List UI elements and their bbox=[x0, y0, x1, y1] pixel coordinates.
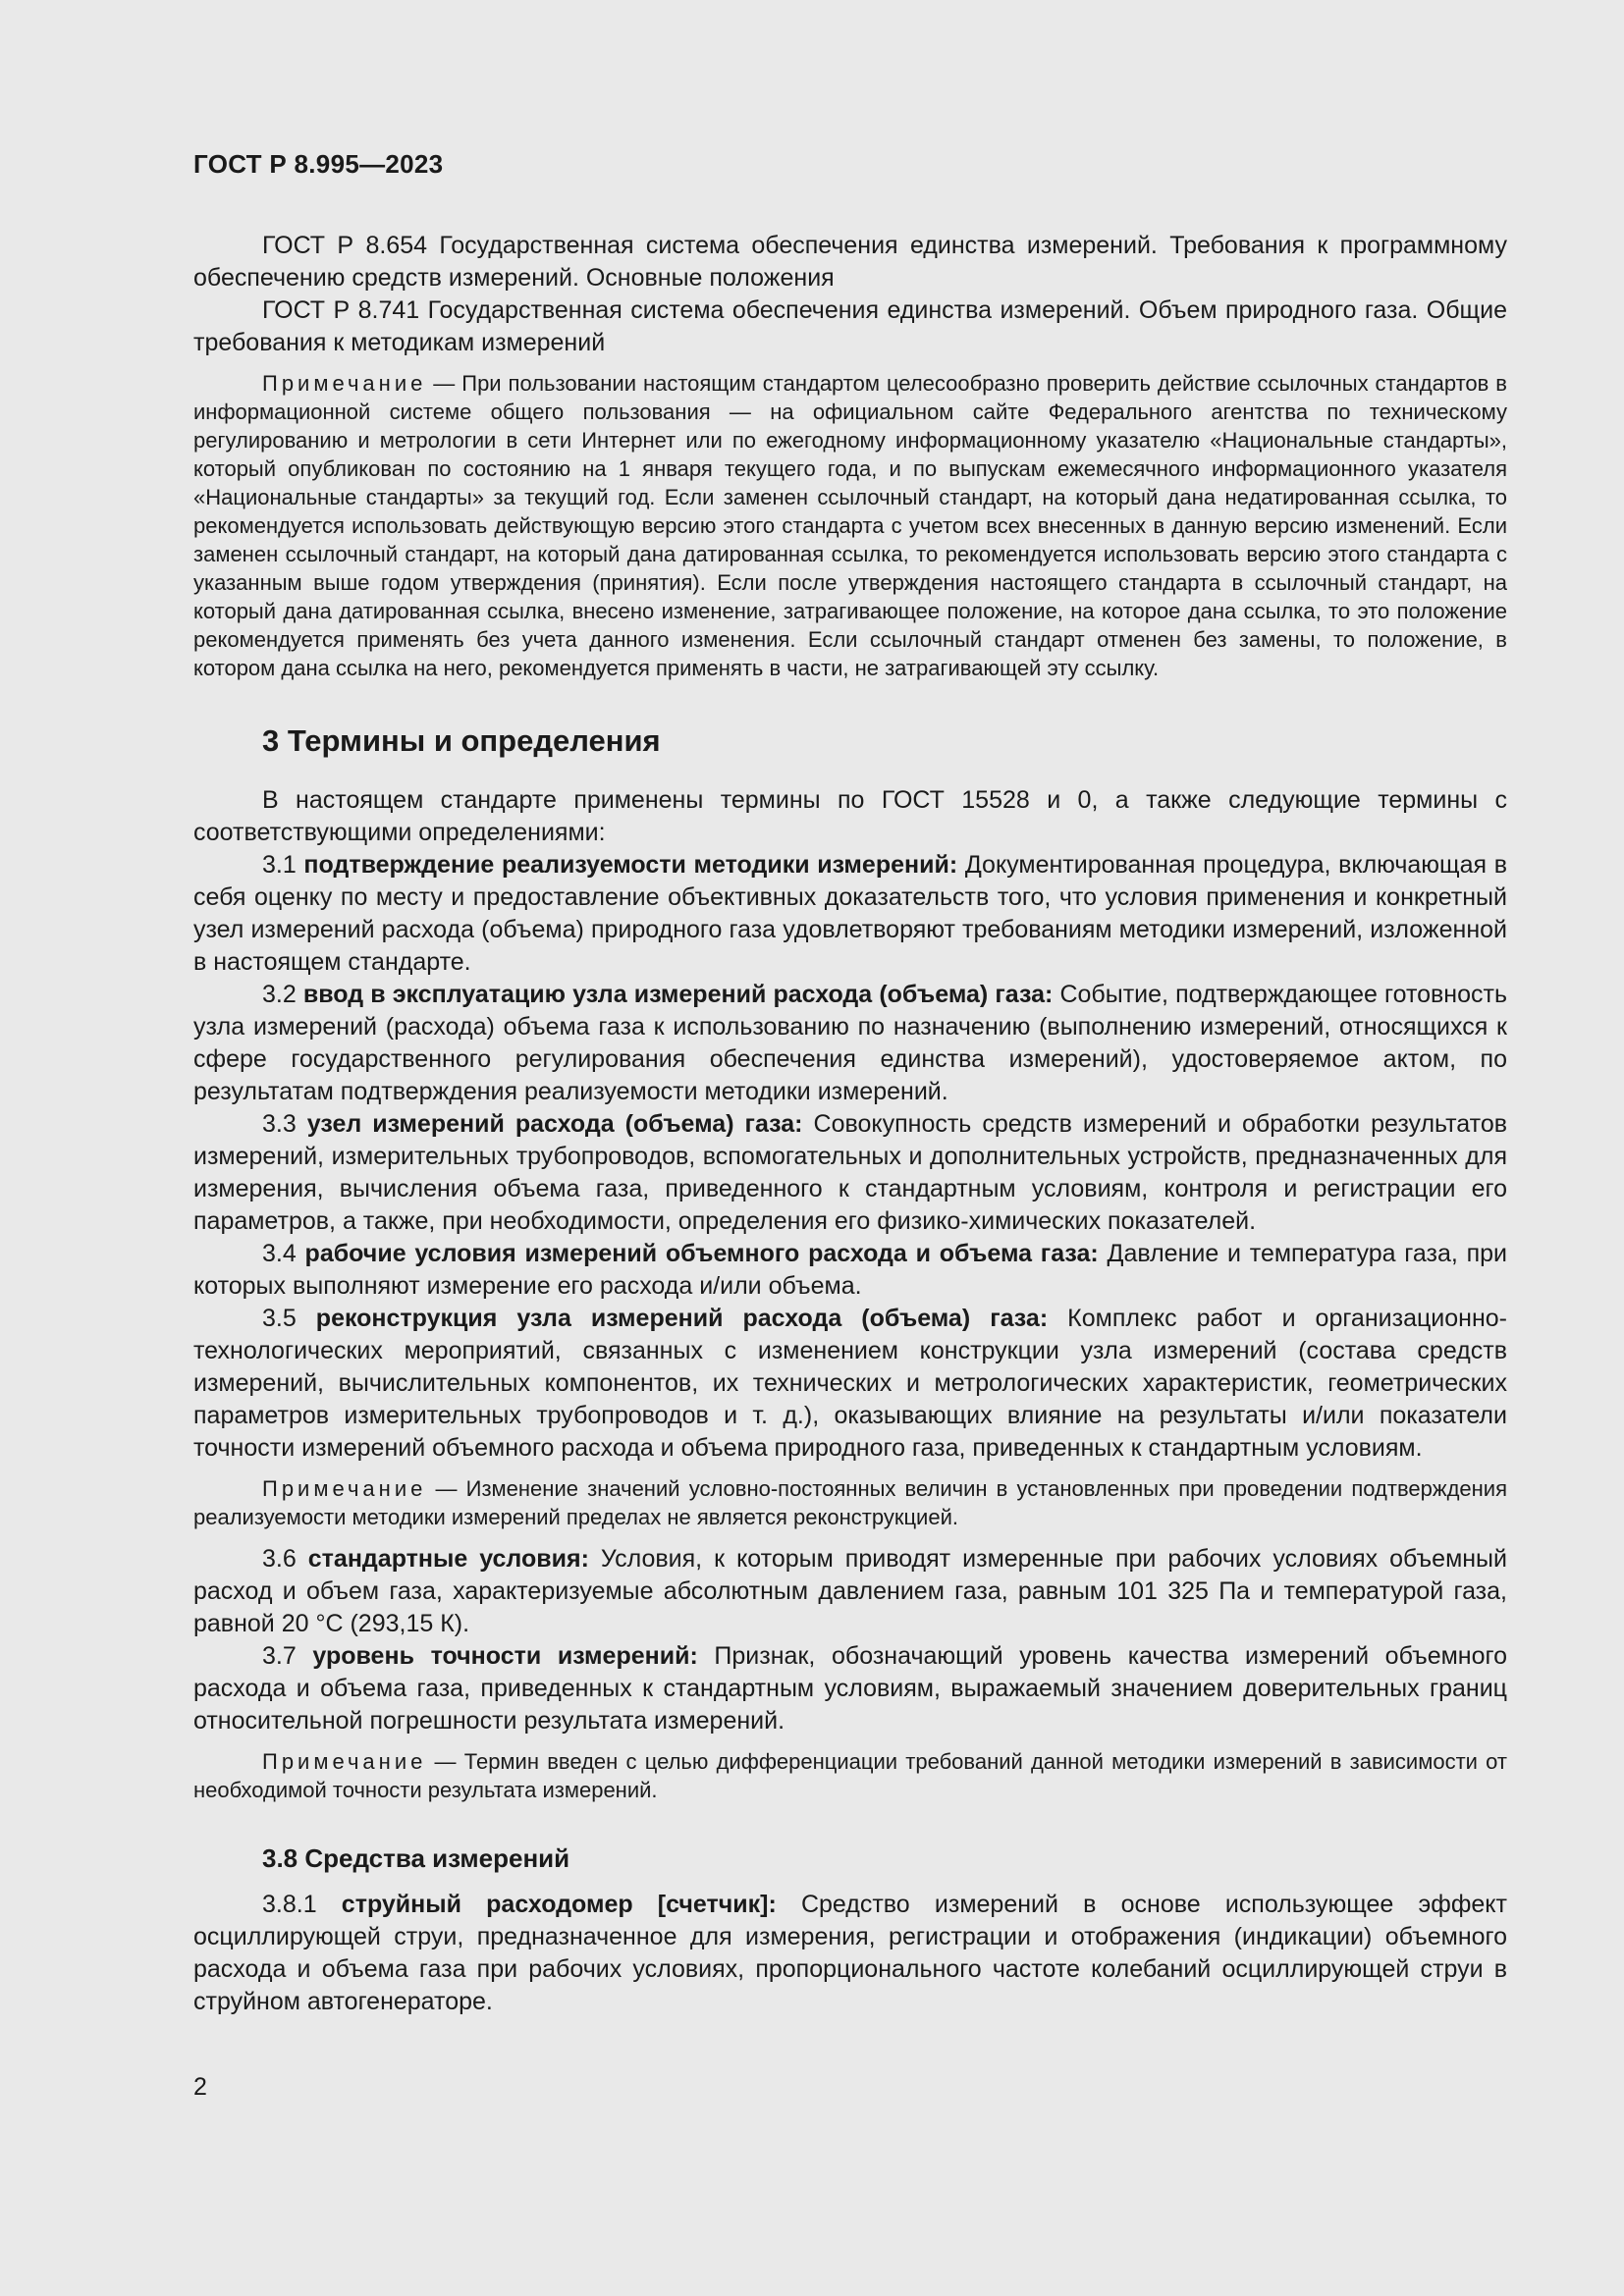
term-3-1 bbox=[193, 849, 1507, 979]
note-label: Примечание bbox=[262, 371, 427, 396]
term-name: рабочие условия измерений объемного расхода и объема газа: bbox=[304, 1240, 1099, 1267]
term-number: 3.6 bbox=[262, 1545, 308, 1573]
term-name: узел измерений расхода (объема) газа: bbox=[306, 1110, 803, 1138]
term-definition: Событие, подтверждающее готовность узла измерений (расхода) объема газа к использованию по назначению (выполнению измерений, относящихся к сфере государственного регулирования обеспечения единства измерений), удостоверяемое актом, по результатам подтверждения реализуемости методики измерений. bbox=[193, 981, 1507, 1105]
term-number: 3.5 bbox=[262, 1305, 316, 1332]
reference-gost-8-654: ГОСТ Р 8.654 Государственная система обеспечения единства измерений. Требования к программному обеспечению средств измерений. Основные положения bbox=[193, 232, 1507, 292]
term-name: струйный расходомер [счетчик]: bbox=[341, 1891, 777, 1918]
term-number: 3.8.1 bbox=[262, 1891, 342, 1918]
subsection-title: 3.8 Средства измерений bbox=[262, 1843, 570, 1873]
note-label: Примечание bbox=[262, 1749, 427, 1774]
term-definition: Комплекс работ и организационно-технологических мероприятий, связанных с изменением конструкции узла измерений (состава средств измерений, вычислительных компонентов, их технических и метрологических характеристик, геометрических параметров измерительных трубопроводов и т. д.), оказывающих влияние на результаты и/или показатели точности измерений объемного расхода и объема природного газа, приведенных к стандартным условиям. bbox=[193, 1305, 1508, 1462]
note-label: Примечание bbox=[262, 1476, 427, 1501]
term-3-4 bbox=[193, 1238, 1507, 1303]
section-intro: В настоящем стандарте применены термины по ГОСТ 15528 и 0, а также следующие термины с соответствующими определениями: bbox=[193, 786, 1507, 846]
term-definition: Условия, к которым приводят измеренные при рабочих условиях объемный расход и объем газа, характеризуемые абсолютным давлением газа, равным 101 325 Па и температурой газа, равной 20 °С (293,15 К). bbox=[193, 1545, 1507, 1637]
note-references bbox=[193, 369, 1507, 682]
term-3-3 bbox=[193, 1108, 1507, 1238]
term-definition: Документированная процедура, включающая в себя оценку по месту и предоставление объективных доказательств того, что условия применения и конкретный узел измерений расхода (объема) природного газа удовлетворяют требованиям методики измерений, изложенной в настоящем стандарте. bbox=[193, 851, 1507, 976]
term-number: 3.2 bbox=[262, 981, 303, 1008]
term-number: 3.7 bbox=[262, 1642, 313, 1670]
term-name: стандартные условия: bbox=[307, 1545, 589, 1573]
term-name: подтверждение реализуемости методики измерений: bbox=[303, 851, 958, 879]
term-3-6 bbox=[193, 1543, 1507, 1640]
term-number: 3.1 bbox=[262, 851, 304, 879]
term-number: 3.3 bbox=[262, 1110, 307, 1138]
note-reconstruction bbox=[193, 1474, 1507, 1531]
note-accuracy-level bbox=[193, 1747, 1507, 1804]
term-definition: Совокупность средств измерений и обработки результатов измерений, измерительных трубопроводов, вспомогательных и дополнительных устройств, предназначенных для измерения, вычисления объема газа, приведенного к стандартным условиям, контроля и регистрации его параметров, а также, при необходимости, определения его физико-химических показателей. bbox=[193, 1110, 1508, 1235]
page-content bbox=[193, 147, 1507, 2018]
note-text: — Изменение значений условно-постоянных величин в установленных при проведении подтверждения реализуемости методики измерений пределах не является реконструкцией. bbox=[193, 1476, 1507, 1529]
note-text: — Термин введен с целью дифференциации требований данной методики измерений в зависимости от необходимой точности результата измерений. bbox=[193, 1749, 1507, 1802]
document-header: ГОСТ Р 8.995—2023 bbox=[193, 149, 444, 179]
term-definition: Средство измерений в основе использующее эффект осциллирующей струи, предназначенное для измерения, регистрации и отображения (индикации) объемного расхода и объема газа при рабочих условиях, пропорционального частоте колебаний осциллирующей струи в струйном автогенераторе. bbox=[193, 1891, 1507, 2015]
term-definition: Признак, обозначающий уровень качества измерений объемного расхода и объема газа, приведенных к стандартным условиям, выражаемый значением доверительных границ относительной погрешности результата измерений. bbox=[193, 1642, 1507, 1735]
term-3-5 bbox=[193, 1303, 1507, 1465]
term-name: реконструкция узла измерений расхода (объема) газа: bbox=[315, 1305, 1049, 1332]
page-number: 2 bbox=[193, 2073, 207, 2101]
term-definition: Давление и температура газа, при которых выполняют измерение его расхода и/или объема. bbox=[193, 1240, 1507, 1300]
term-3-8-1 bbox=[193, 1889, 1507, 2018]
section-title: 3 Термины и определения bbox=[262, 723, 661, 758]
term-number: 3.4 bbox=[262, 1240, 305, 1267]
reference-gost-8-741: ГОСТ Р 8.741 Государственная система обеспечения единства измерений. Объем природного газа. Общие требования к методикам измерений bbox=[193, 296, 1507, 356]
term-name: уровень точности измерений: bbox=[312, 1642, 698, 1670]
term-name: ввод в эксплуатацию узла измерений расхода (объема) газа: bbox=[302, 981, 1054, 1008]
note-text: — При пользовании настоящим стандартом целесообразно проверить действие ссылочных стандартов в информационной системе общего пользования — на официальном сайте Федерального агентства по техническому регулированию и метрологии в сети Интернет или по ежегодному информационному указателю «Национальные стандарты», который опубликован по состоянию на 1 января текущего года, и по выпускам ежемесячного информационного указателя «Национальные стандарты» за текущий год. Если заменен ссылочный стандарт, на который дана недатированная ссылка, то рекомендуется использовать действующую версию этого стандарта с учетом всех внесенных в данную версию изменений. Если заменен ссылочный стандарт, на который дана датированная ссылка, то рекомендуется использовать версию этого стандарта с указанным выше годом утверждения (принятия). Если после утверждения настоящего стандарта в ссылочный стандарт, на который дана датированная ссылка, внесено изменение, затрагивающее положение, на которое дана ссылка, то это положение рекомендуется применять без учета данного изменения. Если ссылочный стандарт отменен без замены, то положение, в котором дана ссылка на него, рекомендуется применять в части, не затрагивающей эту ссылку. bbox=[193, 371, 1507, 680]
term-3-2 bbox=[193, 979, 1507, 1108]
term-3-7 bbox=[193, 1640, 1507, 1737]
